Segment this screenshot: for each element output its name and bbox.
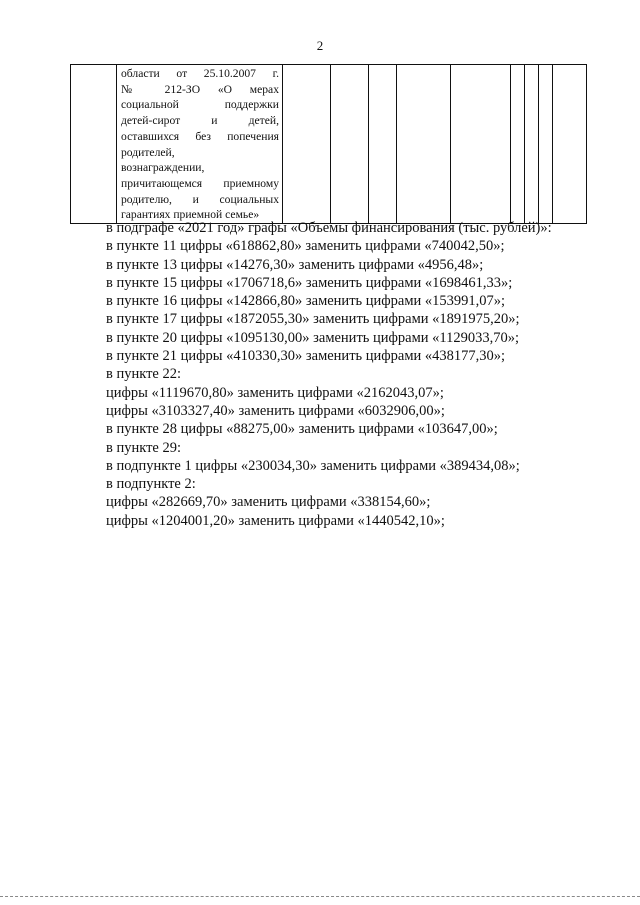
table-cell-empty (451, 65, 511, 224)
text-line: цифры «282669,70» заменить цифрами «338154,60»; (106, 494, 431, 511)
text-line: в пункте 13 цифры «14276,30» заменить цифрами «4956,48»; (106, 256, 484, 273)
table-row (71, 65, 587, 224)
text-line: цифры «1119670,80» заменить цифрами «2162043,07»; (106, 384, 444, 401)
table-text-line: вознаграждении, (121, 161, 205, 175)
table-text-line: № 212-ЗО «О мерах (121, 82, 279, 96)
table-text-line: родителей, (121, 145, 175, 159)
table-text-line: гарантиях приемной семье» (121, 208, 260, 222)
table-cell-empty (539, 65, 553, 224)
text-line: в пункте 16 цифры «142866,80» заменить цифрами «153991,07»; (106, 293, 506, 310)
table-text-line: причитающемся приемному (121, 176, 279, 190)
table-cell-empty (331, 65, 369, 224)
table-text-line: оставшихся без попечения (121, 129, 279, 143)
text-line: в пункте 20 цифры «1095130,00» заменить цифрами «1129033,70»; (106, 329, 520, 346)
table-cell-empty (71, 65, 117, 224)
table-cell-empty (511, 65, 525, 224)
text-line: в пункте 11 цифры «618862,80» заменить цифрами «740042,50»; (106, 238, 505, 255)
table-cell-empty (553, 65, 587, 224)
text-line: в подграфе «2021 год» графы «Объемы финансирования (тыс. рублей)»: (106, 220, 552, 236)
text-line: цифры «3103327,40» заменить цифрами «6032906,00»; (106, 402, 445, 419)
table-cell-empty (283, 65, 331, 224)
text-line: цифры «1204001,20» заменить цифрами «1440542,10»; (106, 512, 445, 529)
text-line: в пункте 21 цифры «410330,30» заменить цифрами «438177,30»; (106, 348, 506, 365)
table-cell-empty (369, 65, 397, 224)
table-cell-empty (525, 65, 539, 224)
table-text-line: области от 25.10.2007 г. (121, 67, 279, 80)
text-line: в пункте 17 цифры «1872055,30» заменить цифрами «1891975,20»; (106, 311, 520, 328)
table-text-line: детей-сирот и детей, (121, 114, 279, 128)
amendment-text (106, 219, 606, 530)
page-number: 2 (316, 38, 324, 53)
table-text-line: родителю, и социальных (121, 192, 279, 206)
text-line: в подпункте 1 цифры «230034,30» заменить цифрами «389434,08»; (106, 457, 520, 474)
text-line: в пункте 29: (106, 439, 182, 456)
table-cell-description (117, 65, 283, 224)
text-line: в пункте 15 цифры «1706718,6» заменить цифрами «1698461,33»; (106, 274, 513, 291)
table-text-line: социальной поддержки (121, 98, 279, 112)
text-line: в пункте 22: (106, 366, 182, 383)
text-line: в пункте 28 цифры «88275,00» заменить цифрами «103647,00»; (106, 421, 498, 438)
table-cell-empty (397, 65, 451, 224)
text-line: в подпункте 2: (106, 476, 196, 493)
scan-edge-line (0, 896, 640, 897)
table-fragment (70, 64, 587, 224)
